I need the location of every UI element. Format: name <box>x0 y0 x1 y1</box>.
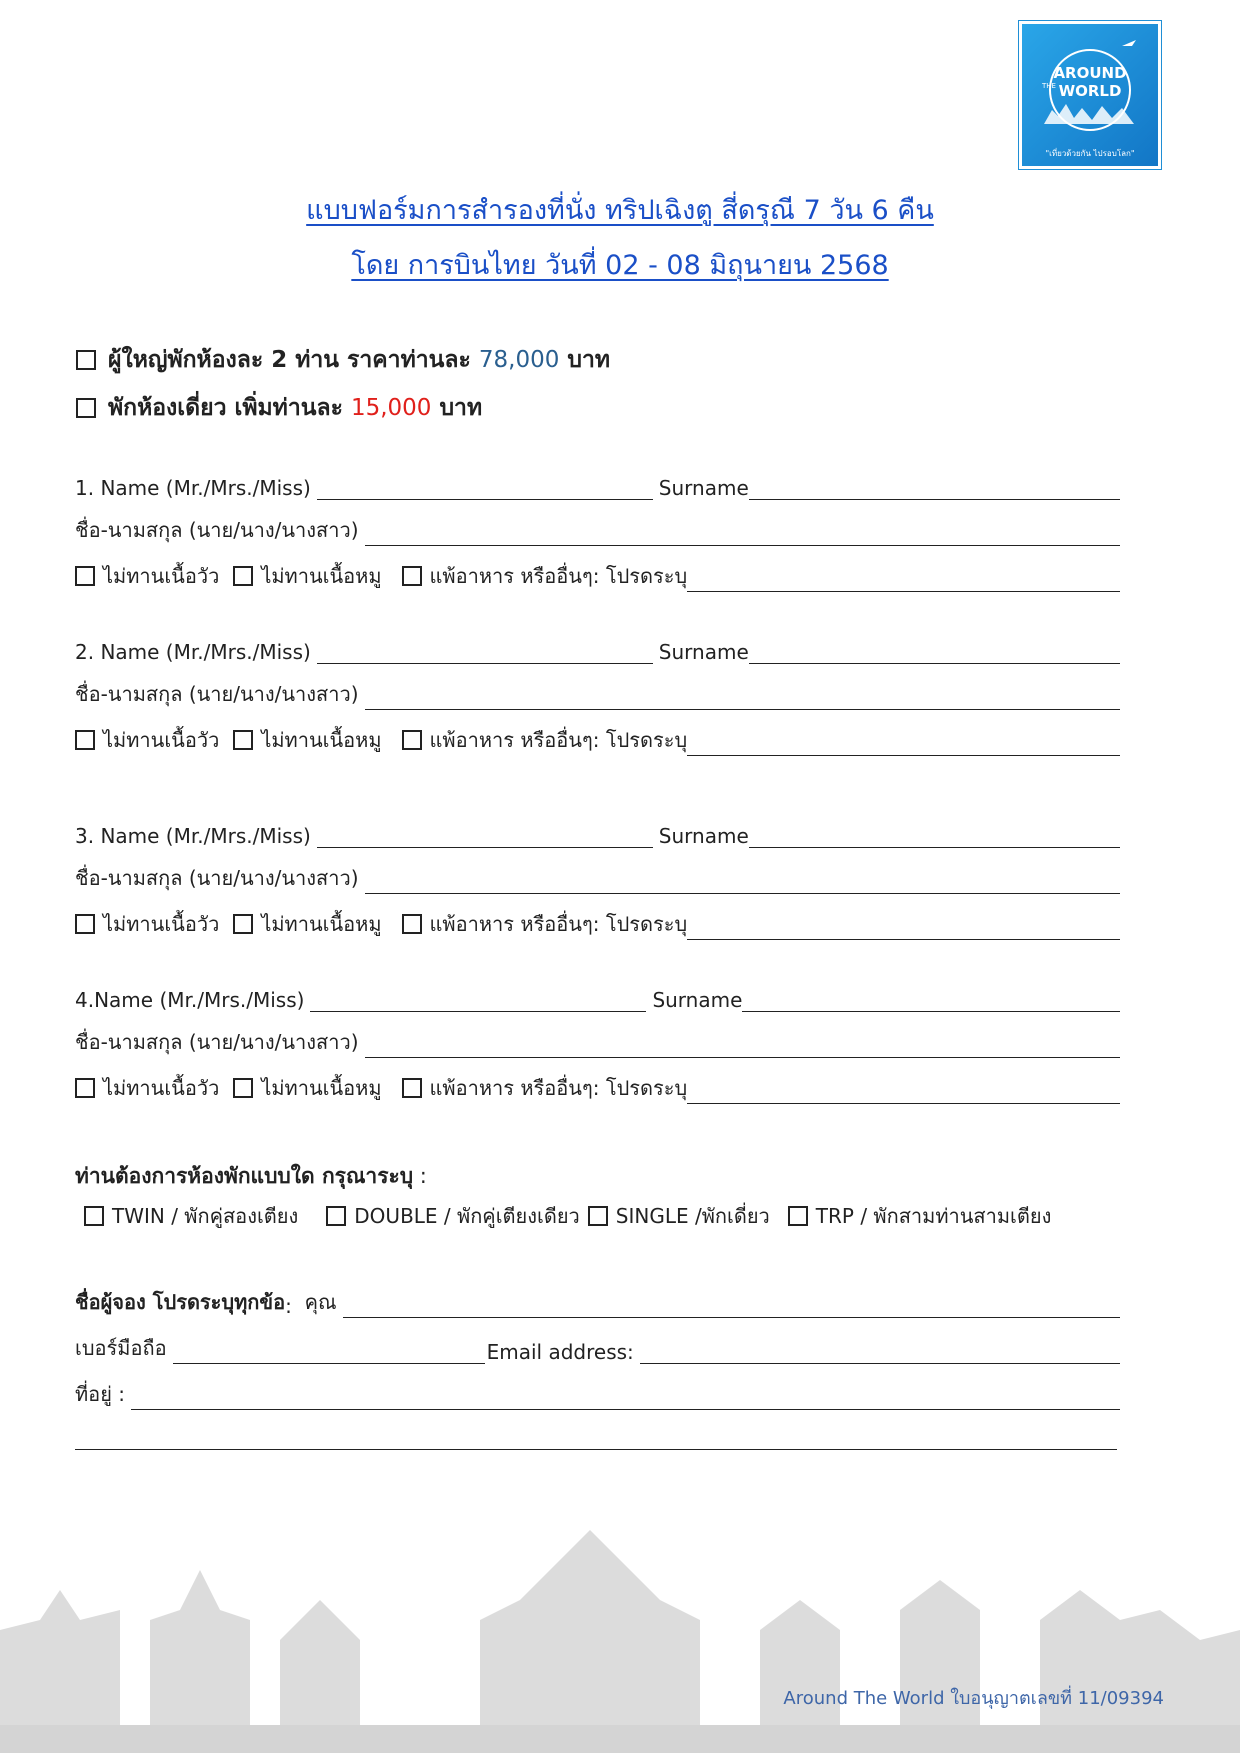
no-beef-label: ไม่ทานเนื้อวัว <box>103 564 220 588</box>
room-option-triple[interactable] <box>788 1200 1052 1232</box>
logo-text-top: AROUND <box>1053 64 1127 82</box>
logo-text-bottom: WORLD <box>1058 82 1122 100</box>
booker-name-field[interactable] <box>343 1295 1121 1318</box>
room-option-twin[interactable] <box>84 1200 298 1232</box>
no-beef-checkbox[interactable] <box>75 1078 95 1098</box>
allergy-option[interactable] <box>402 908 688 940</box>
passenger-thai-name-label: ชื่อ-นามสกุล (นาย/นาง/นางสาว) <box>75 518 359 542</box>
room-type-question-text: ท่านต้องการห้องพักแบบใด กรุณาระบุ <box>75 1164 414 1188</box>
allergy-option[interactable] <box>402 1072 688 1104</box>
allergy-checkbox[interactable] <box>402 566 422 586</box>
allergy-option[interactable] <box>402 560 688 592</box>
passenger-diet-row <box>75 564 1120 592</box>
room-option-checkbox[interactable] <box>84 1206 104 1226</box>
passenger-diet-row <box>75 912 1120 940</box>
passenger-name-field[interactable] <box>310 989 646 1012</box>
adult-price-checkbox[interactable] <box>76 350 96 370</box>
no-pork-option[interactable] <box>233 724 381 756</box>
passenger-thai-name-field[interactable] <box>365 871 1120 894</box>
no-pork-label: ไม่ทานเนื้อหมู <box>261 728 382 752</box>
logo-text-middle: THE <box>1042 82 1056 90</box>
passenger-thai-name-row <box>75 1030 1120 1058</box>
booker-colon: : <box>285 1294 292 1318</box>
no-beef-checkbox[interactable] <box>75 566 95 586</box>
passenger-surname-label: Surname <box>658 640 749 664</box>
no-beef-checkbox[interactable] <box>75 914 95 934</box>
single-supplement-currency: บาท <box>439 395 483 421</box>
passenger-thai-name-label: ชื่อ-นามสกุล (นาย/นาง/นางสาว) <box>75 682 359 706</box>
logo-badge <box>1022 24 1158 166</box>
no-pork-label: ไม่ทานเนื้อหมู <box>261 564 382 588</box>
allergy-option[interactable] <box>402 724 688 756</box>
passenger-diet-row <box>75 728 1120 756</box>
allergy-checkbox[interactable] <box>402 914 422 934</box>
no-beef-option[interactable] <box>75 560 219 592</box>
room-option-label: SINGLE /พักเดี่ยว <box>615 1204 770 1228</box>
allergy-label: แพ้อาหาร หรืออื่นๆ: โปรดระบุ <box>429 912 688 936</box>
passenger-name-row <box>75 636 1120 664</box>
booker-address-row <box>75 1382 1120 1410</box>
passenger-surname-label: Surname <box>658 824 749 848</box>
room-type-question <box>75 1160 427 1193</box>
room-option-checkbox[interactable] <box>326 1206 346 1226</box>
no-beef-label: ไม่ทานเนื้อวัว <box>103 728 220 752</box>
passenger-name-label: 4.Name (Mr./Mrs./Miss) <box>75 988 305 1012</box>
allergy-checkbox[interactable] <box>402 1078 422 1098</box>
passenger-diet-row <box>75 1076 1120 1104</box>
booker-khun: คุณ <box>304 1290 337 1314</box>
passenger-surname-field[interactable] <box>742 989 1120 1012</box>
booker-heading: ชื่อผู้จอง โปรดระบุทุกข้อ <box>75 1290 286 1314</box>
passenger-name-label: 3. Name (Mr./Mrs./Miss) <box>75 824 311 848</box>
allergy-field[interactable] <box>687 917 1120 940</box>
single-supplement-value: 15,000 <box>350 395 432 421</box>
room-option-double[interactable] <box>326 1200 580 1232</box>
passenger-surname-label: Surname <box>652 988 743 1012</box>
footer-license: Around The World ใบอนุญาตเลขที่ 11/09394 <box>783 1688 1164 1709</box>
booker-phone-label: เบอร์มือถือ <box>75 1336 167 1360</box>
passenger-surname-field[interactable] <box>749 825 1120 848</box>
room-option-single[interactable] <box>588 1200 770 1232</box>
allergy-field[interactable] <box>687 733 1120 756</box>
adult-price-option[interactable] <box>76 342 610 378</box>
no-pork-label: ไม่ทานเนื้อหมู <box>261 1076 382 1100</box>
booker-address-field[interactable] <box>131 1387 1120 1410</box>
booker-email-field[interactable] <box>640 1341 1120 1364</box>
no-pork-checkbox[interactable] <box>233 730 253 750</box>
adult-price-text: ผู้ใหญ่พักห้องละ 2 ท่าน ราคาท่านละ <box>108 347 471 373</box>
no-beef-option[interactable] <box>75 724 219 756</box>
passenger-surname-label: Surname <box>658 476 749 500</box>
no-beef-label: ไม่ทานเนื้อวัว <box>103 1076 220 1100</box>
adult-price-currency: บาท <box>567 347 611 373</box>
room-type-question-colon: : <box>413 1164 427 1188</box>
passenger-name-row <box>75 820 1120 848</box>
booker-address-field-line2[interactable] <box>75 1449 1117 1450</box>
passenger-name-label: 2. Name (Mr./Mrs./Miss) <box>75 640 311 664</box>
skyline-watermark <box>0 1500 1240 1753</box>
allergy-label: แพ้อาหาร หรืออื่นๆ: โปรดระบุ <box>429 1076 688 1100</box>
no-pork-checkbox[interactable] <box>233 914 253 934</box>
passenger-name-label: 1. Name (Mr./Mrs./Miss) <box>75 476 311 500</box>
allergy-checkbox[interactable] <box>402 730 422 750</box>
passenger-name-field[interactable] <box>317 641 653 664</box>
booker-address-label: ที่อยู่ : <box>75 1382 126 1406</box>
no-pork-option[interactable] <box>233 908 381 940</box>
booker-email-label: Email address: <box>486 1340 634 1364</box>
single-supplement-checkbox[interactable] <box>76 398 96 418</box>
allergy-label: แพ้อาหาร หรืออื่นๆ: โปรดระบุ <box>429 564 688 588</box>
booker-contact-row <box>75 1336 1120 1364</box>
allergy-label: แพ้อาหาร หรืออื่นๆ: โปรดระบุ <box>429 728 688 752</box>
form-subtitle: โดย การบินไทย วันที่ 02 - 08 มิถุนายน 2568 <box>351 250 889 281</box>
adult-price-value: 78,000 <box>478 347 560 373</box>
form-title: แบบฟอร์มการสำรองที่นั่ง ทริปเฉิงตู สี่ดรุณี 7 วัน 6 คืน <box>306 195 934 226</box>
no-pork-option[interactable] <box>233 560 381 592</box>
passenger-thai-name-row <box>75 866 1120 894</box>
booker-name-row <box>75 1290 1120 1318</box>
passenger-name-row <box>75 472 1120 500</box>
no-beef-label: ไม่ทานเนื้อวัว <box>103 912 220 936</box>
allergy-field[interactable] <box>687 569 1120 592</box>
passenger-thai-name-field[interactable] <box>365 523 1120 546</box>
no-beef-checkbox[interactable] <box>75 730 95 750</box>
passenger-thai-name-row <box>75 682 1120 710</box>
logo-tagline: "เที่ยวด้วยกัน ไปรอบโลก" <box>1045 149 1135 158</box>
room-option-checkbox[interactable] <box>588 1206 608 1226</box>
passenger-thai-name-label: ชื่อ-นามสกุล (นาย/นาง/นางสาว) <box>75 866 359 890</box>
passenger-name-field[interactable] <box>317 825 653 848</box>
passenger-surname-field[interactable] <box>749 477 1120 500</box>
no-pork-option[interactable] <box>233 1072 381 1104</box>
passenger-thai-name-label: ชื่อ-นามสกุล (นาย/นาง/นางสาว) <box>75 1030 359 1054</box>
room-option-checkbox[interactable] <box>788 1206 808 1226</box>
room-option-label: DOUBLE / พักคู่เตียงเดียว <box>354 1204 580 1228</box>
passenger-thai-name-row <box>75 518 1120 546</box>
no-pork-checkbox[interactable] <box>233 1078 253 1098</box>
passenger-name-row <box>75 984 1120 1012</box>
room-option-label: TWIN / พักคู่สองเตียง <box>112 1204 299 1228</box>
passenger-name-field[interactable] <box>317 477 653 500</box>
single-supplement-text: พักห้องเดี่ยว เพิ่มท่านละ <box>108 395 343 421</box>
room-type-options <box>84 1200 1051 1232</box>
passenger-thai-name-field[interactable] <box>365 687 1120 710</box>
single-supplement-option[interactable] <box>76 390 482 426</box>
passenger-surname-field[interactable] <box>749 641 1120 664</box>
no-beef-option[interactable] <box>75 1072 219 1104</box>
allergy-field[interactable] <box>687 1081 1120 1104</box>
company-logo <box>1018 20 1162 170</box>
passenger-thai-name-field[interactable] <box>365 1035 1120 1058</box>
booker-phone-field[interactable] <box>173 1341 485 1364</box>
room-option-label: TRP / พักสามท่านสามเตียง <box>815 1204 1052 1228</box>
no-pork-label: ไม่ทานเนื้อหมู <box>261 912 382 936</box>
no-beef-option[interactable] <box>75 908 219 940</box>
no-pork-checkbox[interactable] <box>233 566 253 586</box>
